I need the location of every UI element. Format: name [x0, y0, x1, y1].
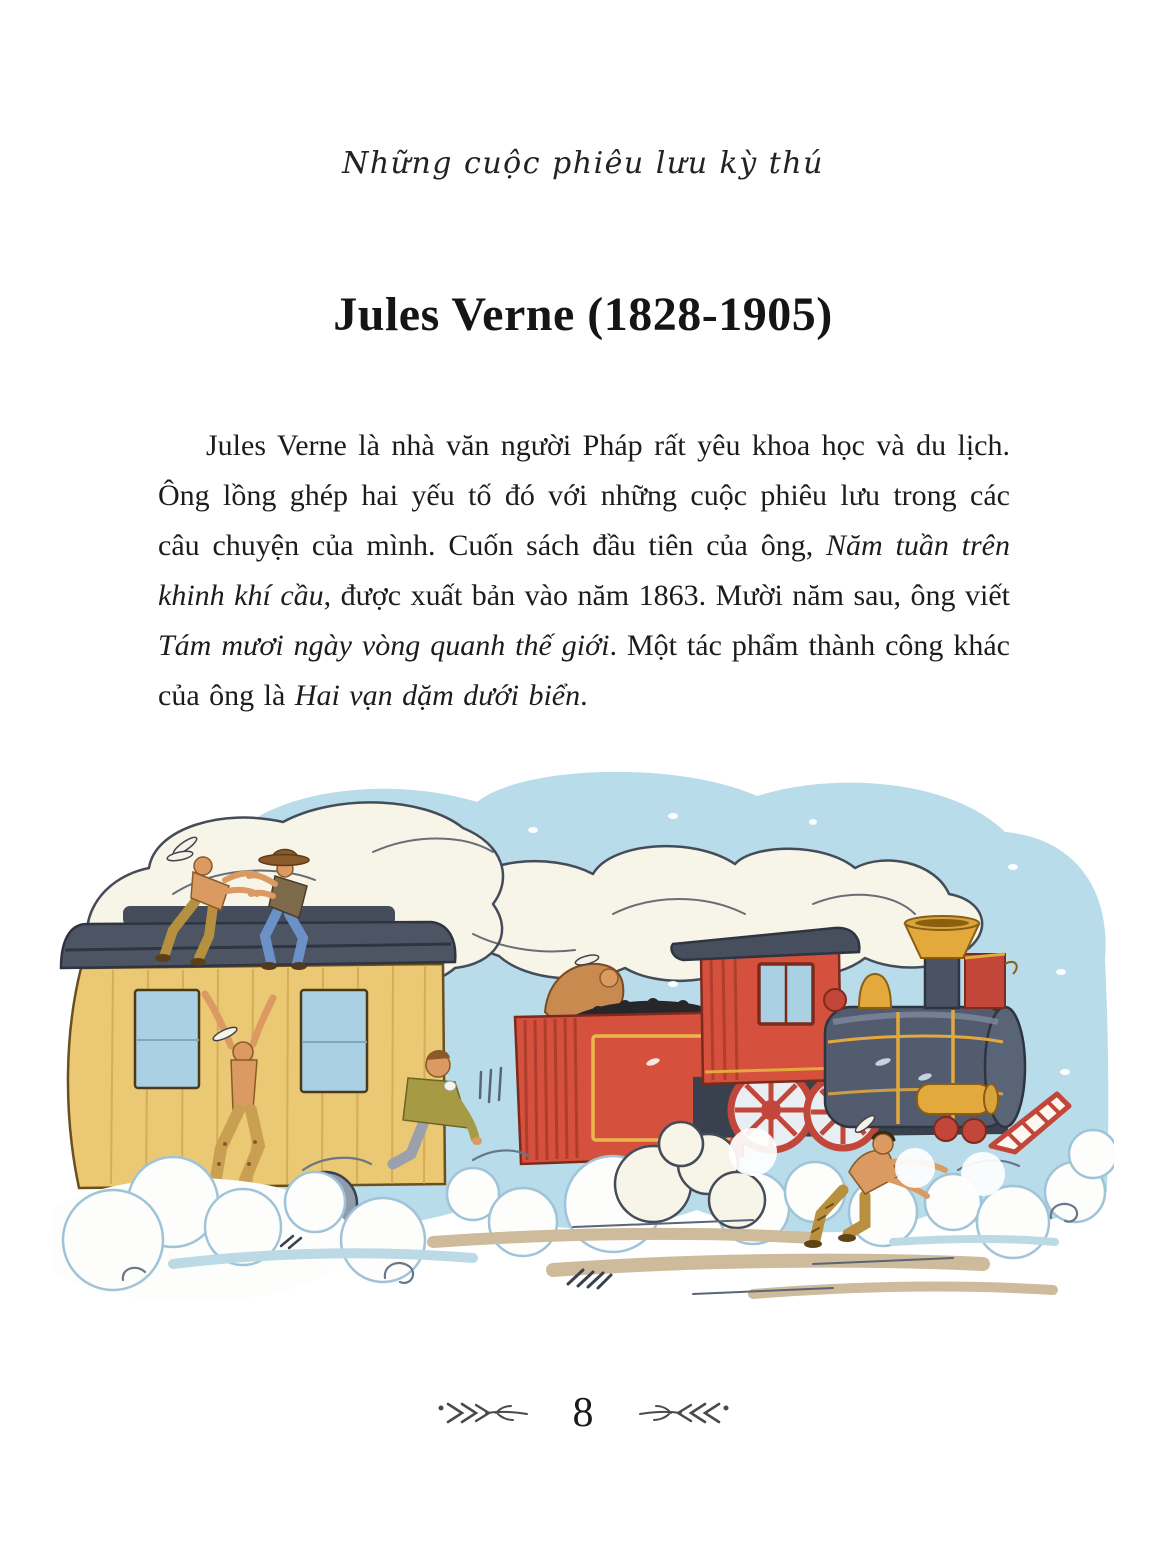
illustration-train-scene [52, 772, 1114, 1352]
train-scene-svg [52, 772, 1114, 1352]
branch-arrows-right-icon [435, 1399, 529, 1427]
branch-arrows-left-icon [638, 1399, 732, 1427]
boiler-knob [824, 989, 846, 1011]
page-number: 8 [572, 1390, 594, 1436]
body-paragraph: Jules Verne là nhà văn người Pháp rất yêu khoa học và du lịch. Ông lồng ghép hai yếu tố đó với những cuộc phiêu lưu trong các câu chuyện của mình. Cuốn sách đầu tiên của ông, Năm tuần trên khinh khí cầu, được xuất bản vào năm 1863. Mười năm sau, ông viết Tám mươi ngày vòng quanh thế giới. Một tác phẩm thành công khác của ông là Hai vạn dặm dưới biển. [158, 429, 1010, 712]
series-header: Những cuộc phiêu lưu kỳ thú [342, 146, 824, 181]
page-title: Jules Verne (1828-1905) [333, 288, 833, 342]
page-footer [0, 1392, 1166, 1434]
steam-cylinder [917, 1084, 991, 1114]
